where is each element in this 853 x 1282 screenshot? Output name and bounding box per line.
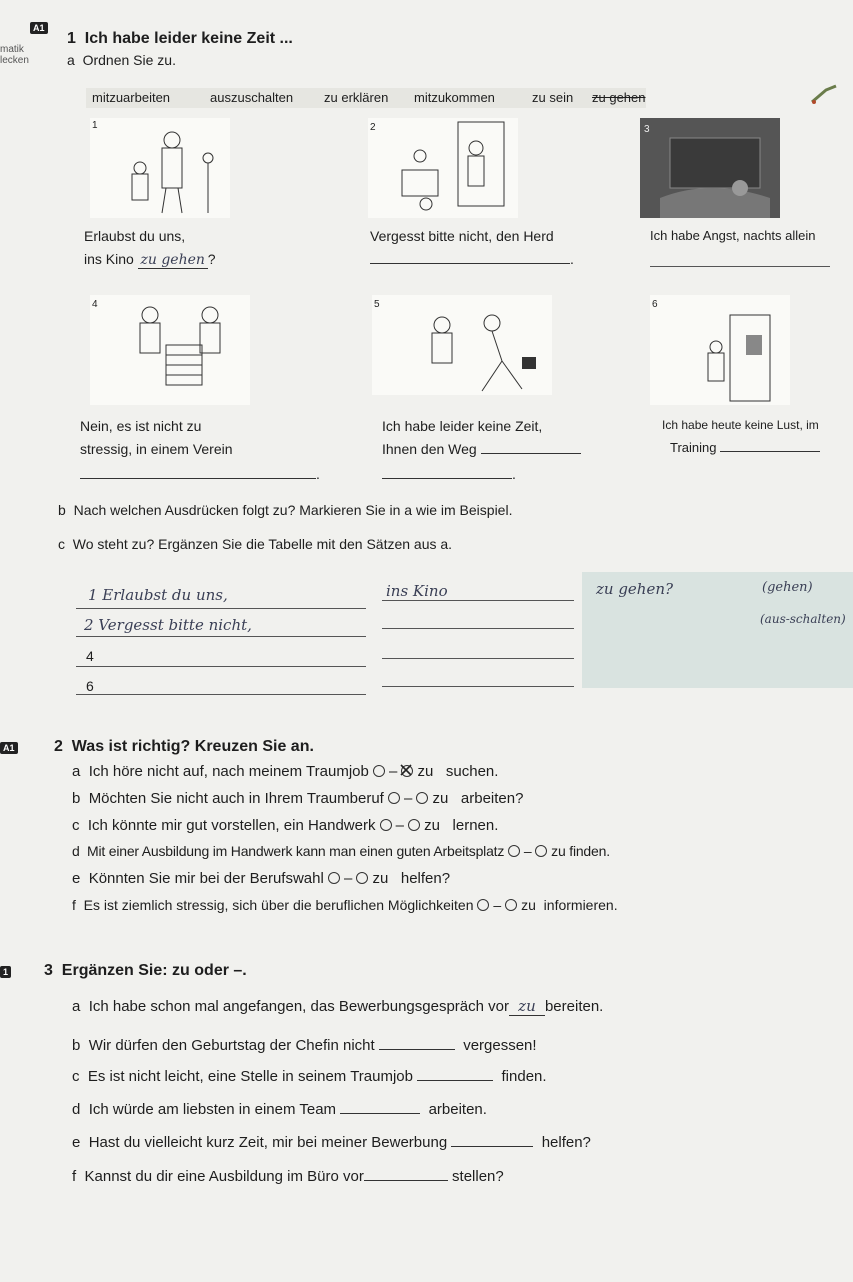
option-dash-radio[interactable]: [328, 872, 340, 884]
ex3-item-c: [72, 1068, 547, 1085]
item-verb: lernen.: [452, 817, 499, 834]
exercise-1-number: 1: [67, 30, 76, 47]
item-letter: a: [67, 52, 75, 68]
table-line[interactable]: [382, 658, 574, 659]
picture-1-line-1: Erlaubst du uns,: [84, 228, 186, 244]
option-dash-radio[interactable]: [388, 792, 400, 804]
level-tag: A1: [0, 742, 18, 754]
item-verb: suchen.: [445, 763, 499, 780]
item-verb: informieren.: [543, 897, 618, 913]
answer-blank[interactable]: zu gehen: [138, 252, 208, 269]
sentence-part: Es ist nicht leicht, eine Stelle in seinem Traumjob: [87, 1068, 413, 1085]
table-line[interactable]: [382, 686, 574, 687]
dash-label: –: [389, 763, 398, 780]
dash-label: –: [343, 870, 353, 887]
table-cell-2-4: (aus-schalten): [760, 612, 846, 626]
item-letter: e: [72, 1134, 81, 1151]
option-zu-radio[interactable]: [416, 792, 428, 804]
table-line[interactable]: [76, 666, 366, 667]
option-dash-radio[interactable]: [380, 819, 392, 831]
exercise-2-title: [54, 738, 314, 756]
sentence-part: stellen?: [452, 1168, 504, 1185]
item-text: Möchten Sie nicht auch in Ihrem Traumberuf: [88, 790, 384, 807]
item-letter: c: [72, 1068, 80, 1085]
item-letter: b: [58, 502, 66, 518]
ex2-item-f: [72, 897, 618, 913]
answer-blank[interactable]: [364, 1180, 448, 1181]
answer-blank[interactable]: [650, 266, 830, 267]
ex3-item-d: [72, 1101, 487, 1118]
punctuation: .: [570, 251, 574, 267]
dash-label: –: [404, 790, 413, 807]
sentence-part: Ich würde am liebsten in einem Team: [88, 1101, 337, 1118]
picture-5-line-1: Ich habe leider keine Zeit,: [382, 418, 543, 434]
ex2-item-b: [72, 790, 523, 807]
punctuation: .: [316, 466, 320, 482]
word-option: mitzukommen: [414, 90, 495, 105]
sentence-part: helfen?: [541, 1134, 591, 1151]
exercise-1a-instruction: [67, 52, 176, 68]
sentence-part: Kannst du dir eine Ausbildung im Büro vor: [84, 1168, 364, 1185]
word-option: auszuschalten: [210, 90, 294, 105]
item-letter: d: [72, 1101, 81, 1118]
option-dash-radio[interactable]: [373, 765, 385, 777]
item-text: Es ist ziemlich stressig, sich über die beruflichen Möglichkeiten: [83, 897, 474, 913]
table-cell-2-1: 2 Vergesst bitte nicht,: [84, 616, 252, 634]
picture-3-line-1: Ich habe Angst, nachts allein: [650, 228, 816, 243]
ex2-item-e: [72, 870, 450, 887]
item-letter: f: [72, 897, 76, 913]
item-letter: f: [72, 1168, 77, 1185]
word-option-used: zu gehen: [592, 90, 646, 105]
picture-4-line-1: Nein, es ist nicht zu: [80, 418, 202, 434]
ex2-item-a: [72, 763, 498, 780]
zu-table: [76, 582, 852, 692]
exercise-3-number: 3: [44, 962, 53, 979]
item-letter: e: [72, 870, 81, 887]
answer-blank[interactable]: [80, 478, 316, 479]
illustration-6: [650, 295, 790, 405]
sentence-part: ins Kino: [84, 251, 134, 267]
picture-number: 1: [92, 120, 98, 131]
answer-blank[interactable]: zu: [509, 997, 545, 1016]
option-zu-radio[interactable]: [408, 819, 420, 831]
picture-2-line-1: Vergesst bitte nicht, den Herd: [370, 228, 554, 244]
word-option: zu sein: [532, 90, 574, 105]
option-zu-radio[interactable]: [505, 899, 517, 911]
item-text: Ich könnte mir gut vorstellen, ein Handwerk: [87, 817, 376, 834]
item-text: Könnten Sie mir bei der Berufswahl: [88, 870, 324, 887]
table-line[interactable]: [76, 694, 366, 695]
answer-blank[interactable]: [379, 1049, 455, 1050]
illustration-1: [90, 118, 230, 218]
answer-blank[interactable]: [451, 1146, 533, 1147]
picture-6-line-2: [670, 440, 820, 455]
zu-label: zu: [432, 790, 449, 807]
sentence-part: Ihnen den Weg: [382, 441, 477, 457]
exercise-1b-instruction: [58, 502, 512, 518]
punctuation: .: [512, 466, 516, 482]
item-letter: d: [72, 843, 80, 859]
word-box: [86, 88, 646, 108]
illustration-4: [90, 295, 250, 405]
item-verb: helfen?: [400, 870, 451, 887]
answer-blank[interactable]: [370, 263, 570, 264]
item-letter: c: [72, 817, 80, 834]
dash-label: –: [395, 817, 404, 834]
table-line: [76, 608, 366, 609]
exercise-3-title: [44, 962, 247, 980]
table-line[interactable]: [382, 628, 574, 629]
zu-label: zu: [372, 870, 389, 887]
sidebar-line-1: matik: [0, 44, 24, 55]
item-letter: a: [72, 998, 81, 1015]
illustration-2: [368, 118, 518, 218]
option-zu-radio-checked[interactable]: [401, 765, 413, 777]
answer-blank[interactable]: [481, 453, 581, 454]
illustration-5: [372, 295, 552, 395]
option-dash-radio[interactable]: [477, 899, 489, 911]
table-cell-1-1: 1 Erlaubst du uns,: [88, 586, 228, 604]
table-cell-3-1: 4: [86, 648, 94, 664]
sentence-part: Wir dürfen den Geburtstag der Chefin nicht: [88, 1037, 375, 1054]
zu-label: zu: [424, 817, 441, 834]
table-cell-4-1: 6: [86, 678, 94, 694]
table-cell-1-2: ins Kino: [386, 582, 448, 600]
picture-number: 2: [370, 122, 376, 133]
zu-label: zu: [417, 763, 434, 780]
sentence-part: bereiten.: [544, 998, 604, 1015]
option-dash-radio[interactable]: [508, 845, 520, 857]
option-zu-radio[interactable]: [356, 872, 368, 884]
exercise-1-title: [67, 30, 293, 48]
sentence-part: Hast du vielleicht kurz Zeit, mir bei meiner Bewerbung: [88, 1134, 448, 1151]
answer-blank[interactable]: [720, 451, 820, 452]
exercise-2-number: 2: [54, 738, 63, 755]
item-letter: c: [58, 536, 65, 552]
picture-4-line-2: stressig, in einem Verein: [80, 441, 233, 457]
exercise-1c-instruction: [58, 536, 452, 552]
word-option: mitzuarbeiten: [92, 90, 171, 105]
item-letter: b: [72, 1037, 81, 1054]
answer-blank[interactable]: [382, 478, 512, 479]
picture-number: 4: [92, 299, 98, 310]
illustration-3: [640, 118, 780, 218]
ex3-item-b: [72, 1037, 537, 1054]
answer-blank[interactable]: [417, 1080, 493, 1081]
sentence-part: finden.: [501, 1068, 547, 1085]
ex3-item-f: [72, 1168, 504, 1185]
ex2-item-d: [72, 843, 610, 859]
table-cell-1-4: (gehen): [762, 580, 813, 595]
ex3-item-a: [72, 997, 603, 1016]
dash-label: –: [493, 897, 502, 913]
item-text: Ich höre nicht auf, nach meinem Traumjob: [88, 763, 369, 780]
zu-label: zu: [521, 897, 536, 913]
level-tag: A1: [30, 22, 48, 34]
sentence-part: Ich habe schon mal angefangen, das Bewerbungsgespräch vor: [88, 998, 509, 1015]
instruction-text: Ordnen Sie zu.: [82, 52, 176, 68]
decorative-doodle: [808, 82, 842, 106]
sidebar-line-2: lecken: [0, 55, 29, 66]
option-zu-radio[interactable]: [535, 845, 547, 857]
punctuation: ?: [207, 251, 216, 267]
instruction-text: Wo steht zu? Ergänzen Sie die Tabelle mit den Sätzen aus a.: [72, 536, 453, 552]
ex2-item-c: [72, 817, 498, 834]
picture-5-line-2: [382, 441, 581, 457]
picture-1-line-2: [84, 251, 216, 269]
answer-blank[interactable]: [340, 1113, 420, 1114]
word-option: zu erklären: [324, 90, 389, 105]
table-line: [382, 600, 574, 601]
exercise-3-title-text: Ergänzen Sie: zu oder –.: [61, 962, 247, 979]
picture-5-line-3: [382, 466, 516, 482]
ex3-item-e: [72, 1134, 591, 1151]
table-cell-1-3: zu gehen?: [596, 580, 674, 598]
picture-4-line-3: [80, 466, 320, 482]
dash-label: –: [523, 843, 532, 859]
exercise-1-title-text: Ich habe leider keine Zeit ...: [84, 30, 293, 47]
table-line: [76, 636, 366, 637]
item-verb: arbeiten?: [460, 790, 524, 807]
picture-number: 6: [652, 299, 658, 310]
picture-6-line-1: Ich habe heute keine Lust, im: [662, 418, 819, 432]
level-tag: 1: [0, 966, 11, 978]
instruction-text: Nach welchen Ausdrücken folgt zu? Markieren Sie in a wie im Beispiel.: [73, 502, 513, 518]
picture-number: 3: [644, 124, 650, 135]
sentence-part: Training: [670, 440, 717, 455]
item-verb: finden.: [569, 843, 610, 859]
picture-number: 5: [374, 299, 380, 310]
sentence-part: arbeiten.: [428, 1101, 487, 1118]
zu-label: zu: [551, 843, 566, 859]
item-letter: b: [72, 790, 81, 807]
item-text: Mit einer Ausbildung im Handwerk kann man einen guten Arbeitsplatz: [86, 843, 505, 859]
exercise-2-title-text: Was ist richtig? Kreuzen Sie an.: [71, 738, 314, 755]
picture-2-line-2: [370, 251, 574, 267]
sidebar-fragment: [0, 44, 29, 66]
sentence-part: vergessen!: [463, 1037, 537, 1054]
item-letter: a: [72, 763, 81, 780]
